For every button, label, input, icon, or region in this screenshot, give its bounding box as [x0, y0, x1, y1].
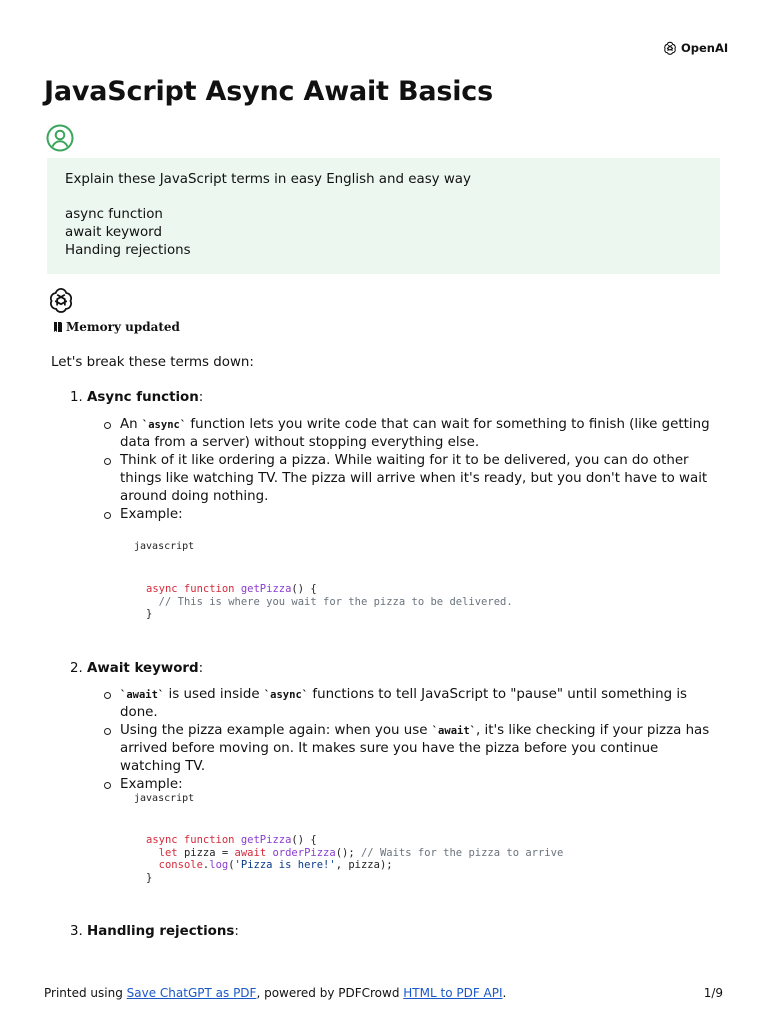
footer-text: , powered by PDFCrowd: [256, 986, 404, 1000]
list-item: [100, 686, 715, 722]
user-message-text: Explain these JavaScript terms in easy English and easy way: [65, 172, 471, 187]
section-heading: [70, 924, 239, 939]
user-message: [47, 158, 720, 274]
section-title: Async function: [87, 390, 199, 405]
bullet-text: Think of it like ordering a pizza. While waiting for it to be delivered, you can do other things like watching TV. The pizza will arrive when it's ready, but you don't have to wait around doing nothing.: [120, 453, 708, 504]
inline-code: `await`: [431, 725, 476, 737]
section-suffix: :: [198, 390, 204, 405]
page-title: JavaScript Async Await Basics: [44, 76, 493, 107]
code-language-label: javascript: [134, 541, 195, 552]
memory-updated-notice: [52, 320, 180, 334]
section-heading: [70, 661, 203, 676]
list-item: [100, 452, 715, 506]
code-keyword: async function: [146, 583, 235, 595]
user-avatar-icon: [46, 124, 74, 152]
code-keyword: async function: [146, 834, 235, 846]
code-block[interactable]: async function getPizza() { let pizza = await orderPizza(); // Waits for the pizza to arrive console.log('Pizza is here!', pizza); }: [146, 834, 564, 884]
chatgpt-logo-icon: [47, 286, 75, 314]
bullet-text: Using the pizza example again: when you use: [120, 723, 432, 738]
section-number: 1.: [70, 390, 83, 405]
code-comment: // Waits for the pizza to arrive: [360, 846, 564, 859]
code-function: getPizza: [240, 583, 292, 595]
section-suffix: :: [234, 924, 239, 939]
bullet-text: Example:: [120, 507, 183, 522]
inline-code: `await`: [120, 689, 165, 701]
bullet-text: functions to tell JavaScript to "pause" until something is done.: [120, 687, 688, 720]
code-language-label: javascript: [134, 793, 195, 804]
section-number: 2.: [70, 661, 83, 676]
save-chatgpt-link[interactable]: Save ChatGPT as PDF: [126, 986, 257, 1000]
section-title: Handling rejections: [87, 924, 235, 939]
list-item: [100, 776, 715, 794]
code-function: getPizza: [240, 834, 292, 846]
term-item: Handing rejections: [65, 243, 191, 258]
code-keyword: let: [158, 846, 178, 859]
bullet-text: , it's like checking if your pizza has arrived before moving on. It makes sure you have the pizza before you continue watching TV.: [120, 723, 710, 774]
list-item: [100, 506, 715, 524]
footer-text: .: [502, 986, 507, 1000]
code-function: log: [209, 859, 229, 871]
term-item: await keyword: [65, 225, 162, 240]
footer-text: Printed using: [44, 986, 127, 1000]
code-keyword: console: [158, 859, 203, 871]
code-function: orderPizza: [272, 846, 336, 859]
list-item: [100, 416, 715, 452]
code-keyword: await: [234, 846, 267, 859]
brand-logo: [662, 40, 728, 56]
section-title: Await keyword: [87, 661, 199, 676]
bullet-text: An: [120, 417, 142, 432]
brand-name: OpenAI: [681, 41, 729, 55]
html-to-pdf-link[interactable]: HTML to PDF API: [403, 986, 503, 1000]
inline-code: `async`: [141, 419, 187, 431]
code-block[interactable]: async function getPizza() { // This is where you wait for the pizza to be delivered. }: [146, 583, 513, 620]
assistant-intro: Let's break these terms down:: [51, 355, 254, 370]
page-number: 1/9: [703, 986, 723, 1000]
list-item: [100, 722, 715, 776]
code-string: 'Pizza is here!': [234, 859, 336, 871]
memory-icon: [52, 321, 64, 333]
section-suffix: :: [198, 661, 204, 676]
footer: [44, 986, 506, 1000]
section-bullets: [100, 686, 715, 794]
inline-code: `async`: [263, 689, 309, 701]
term-item: async function: [65, 207, 163, 222]
section-heading: [70, 390, 203, 405]
openai-logo-icon: [662, 40, 678, 56]
section-number: 3.: [70, 924, 83, 939]
bullet-text: function lets you write code that can wait for something to finish (like getting data from a server) without stopping everything else.: [120, 417, 710, 450]
bullet-text: Example:: [120, 777, 183, 792]
memory-updated-text: Memory updated: [66, 320, 180, 334]
section-bullets: [100, 416, 715, 524]
code-comment: // This is where you wait for the pizza to be delivered.: [158, 595, 513, 608]
bullet-text: is used inside: [164, 687, 264, 702]
